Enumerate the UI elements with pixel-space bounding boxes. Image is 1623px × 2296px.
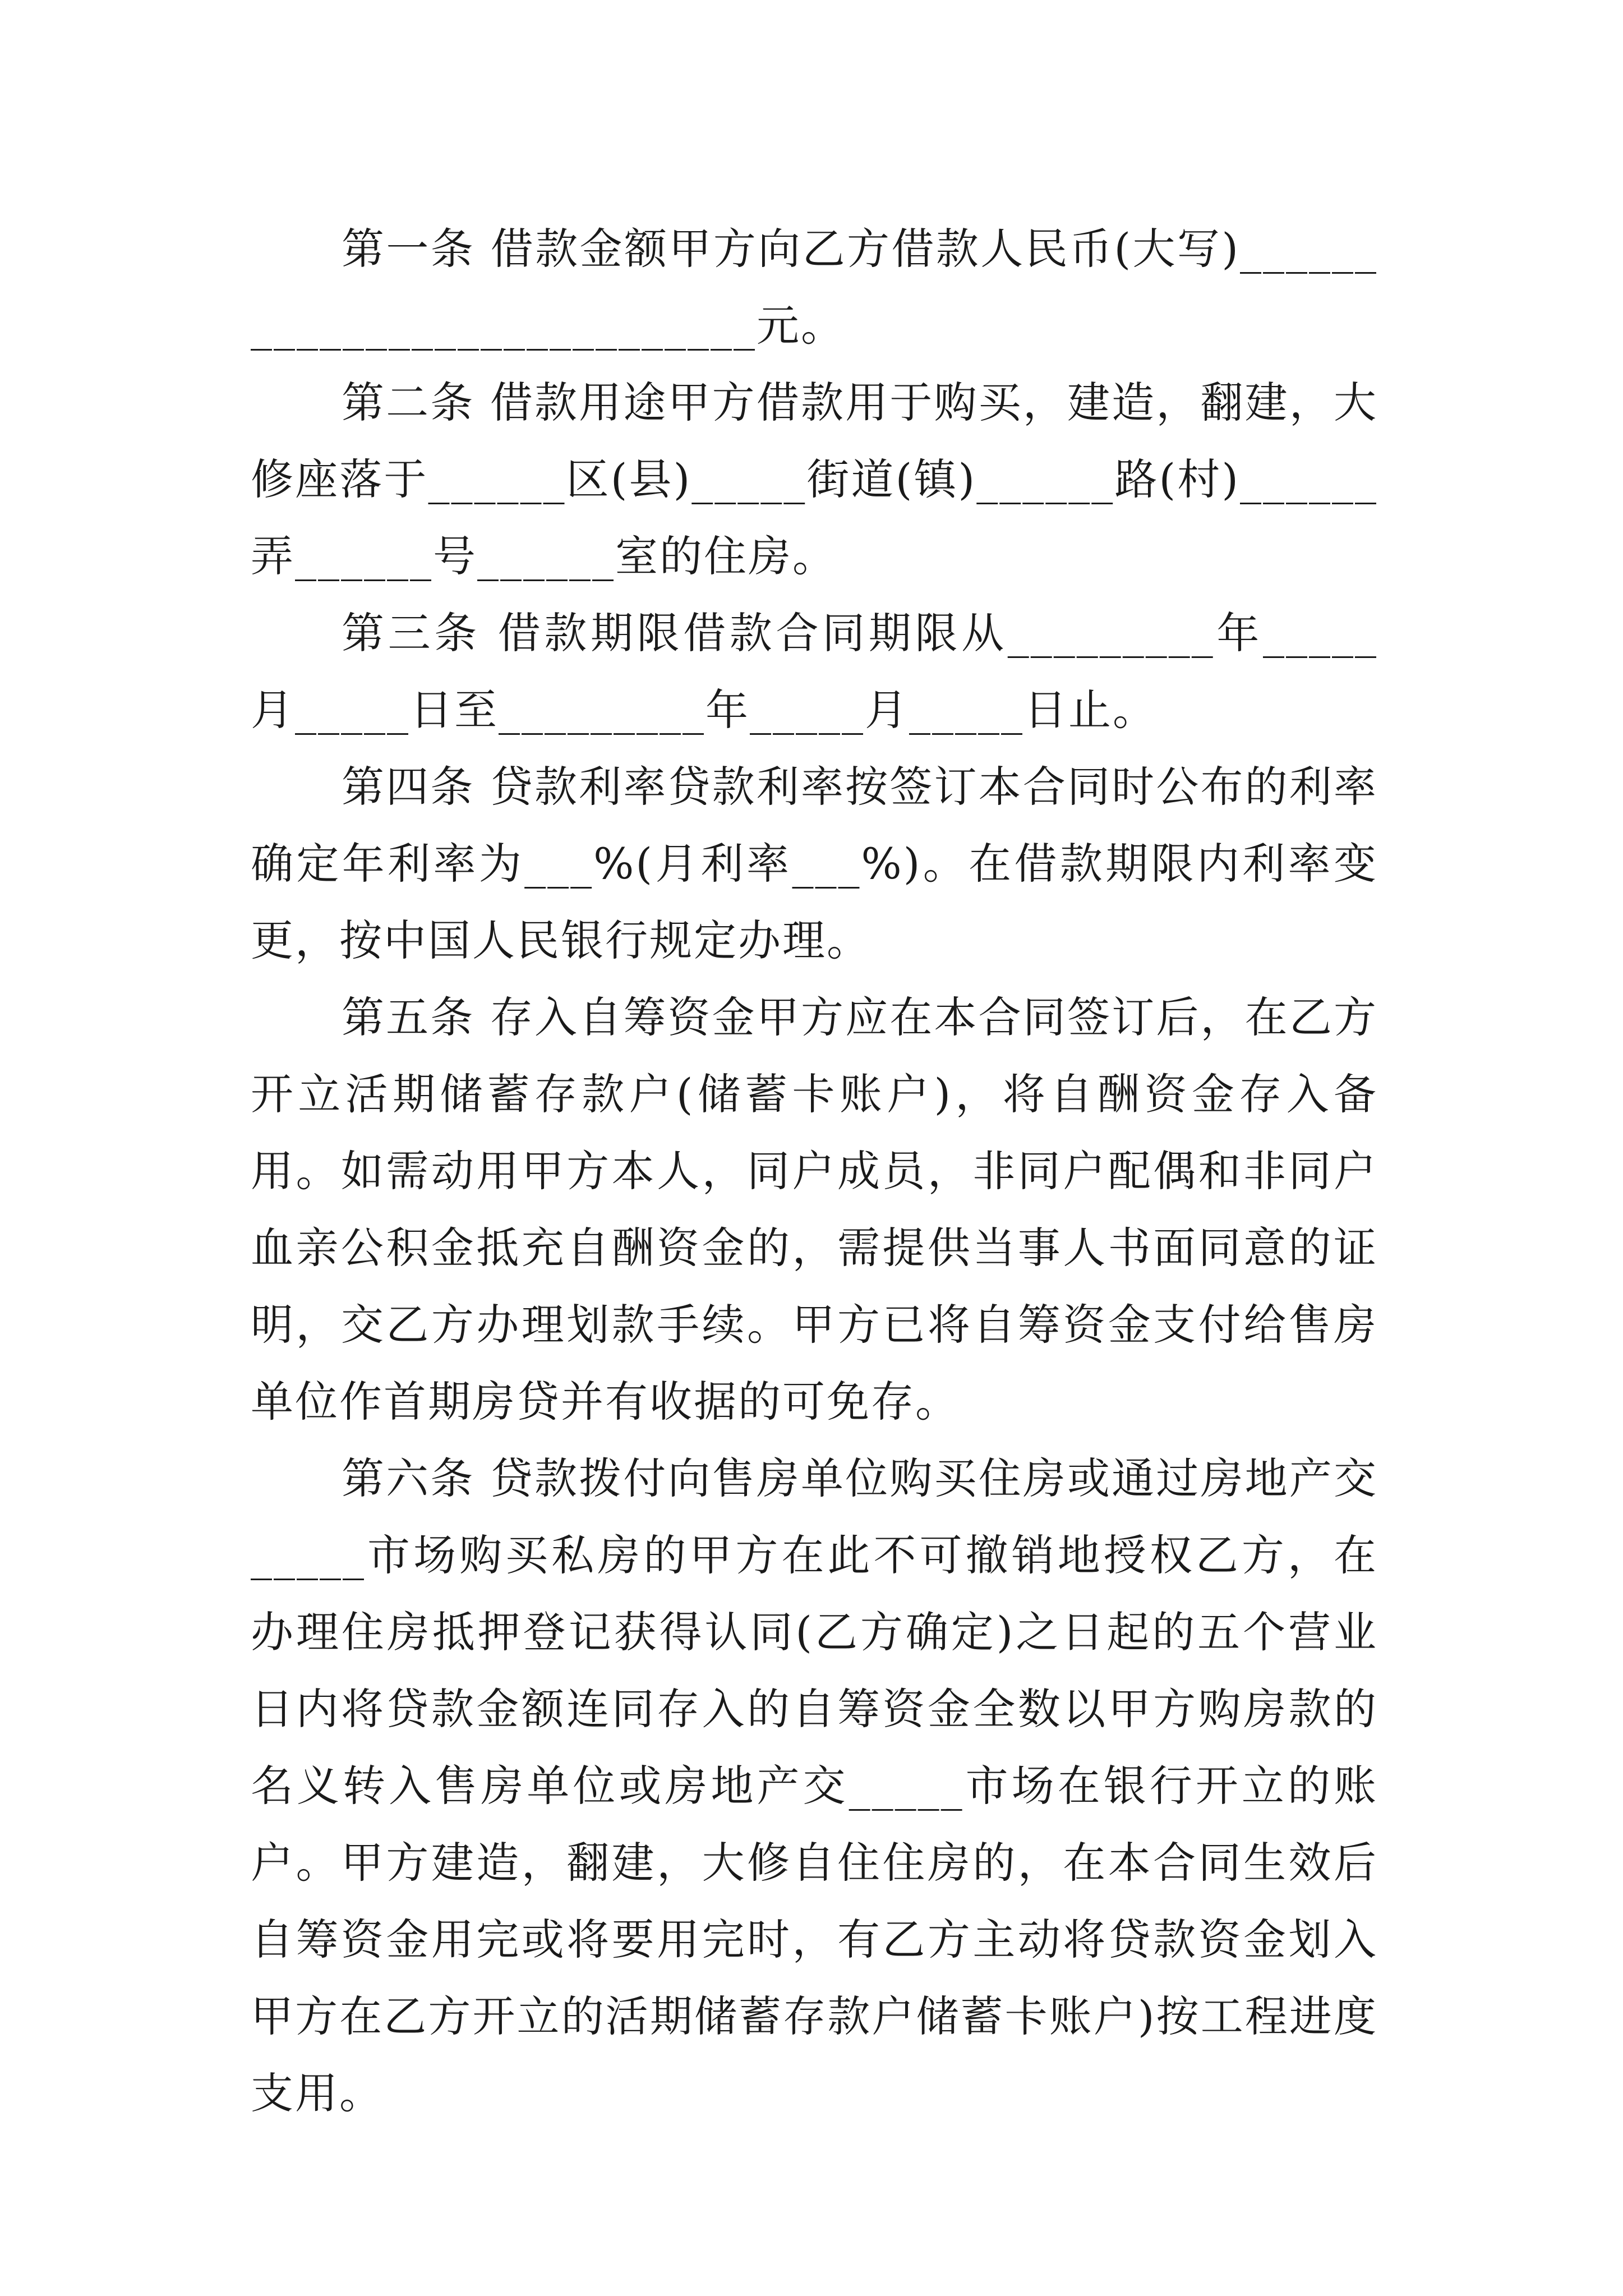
document-body xyxy=(251,210,1378,2132)
article-6: 第六条 贷款拨付向售房单位购买住房或通过房地产交_____市场购买私房的甲方在此不可撤销地授权乙方，在办理住房抵押登记获得认同(乙方确定)之日起的五个营业日内将贷款金额连同存入的自筹资金全数以甲方购房款的名义转入售房单位或房地产交_____市场在银行开立的账户。甲方建造，翻建，大修自住住房的，在本合同生效后自筹资金用完或将要用完时，有乙方主动将贷款资金划入甲方在乙方开立的活期储蓄存款户储蓄卡账户)按工程进度支用。 xyxy=(251,1453,1378,2118)
article-2: 第二条 借款用途甲方借款用于购买，建造，翻建，大修座落于______区(县)_____街道(镇)______路(村)______弄______号______室的住房。 xyxy=(251,378,1378,581)
article-5: 第五条 存入自筹资金甲方应在本合同签订后，在乙方开立活期储蓄存款户(储蓄卡账户)，将自酬资金存入备用。如需动用甲方本人，同户成员，非同户配偶和非同户血亲公积金抵充自酬资金的，需提供当事人书面同意的证明，交乙方办理划款手续。甲方已将自筹资金支付给售房单位作首期房贷并有收据的可免存。 xyxy=(251,992,1378,1427)
article-1: 第一条 借款金额甲方向乙方借款人民币(大写)____________________________元。 xyxy=(251,224,1378,351)
article-4: 第四条 贷款利率贷款利率按签订本合同时公布的利率确定年利率为___%(月利率___%)。在借款期限内利率变更，按中国人民银行规定办理。 xyxy=(251,762,1378,965)
article-3: 第三条 借款期限借款合同期限从_________年_____月_____日至_________年_____月_____日止。 xyxy=(251,608,1378,735)
